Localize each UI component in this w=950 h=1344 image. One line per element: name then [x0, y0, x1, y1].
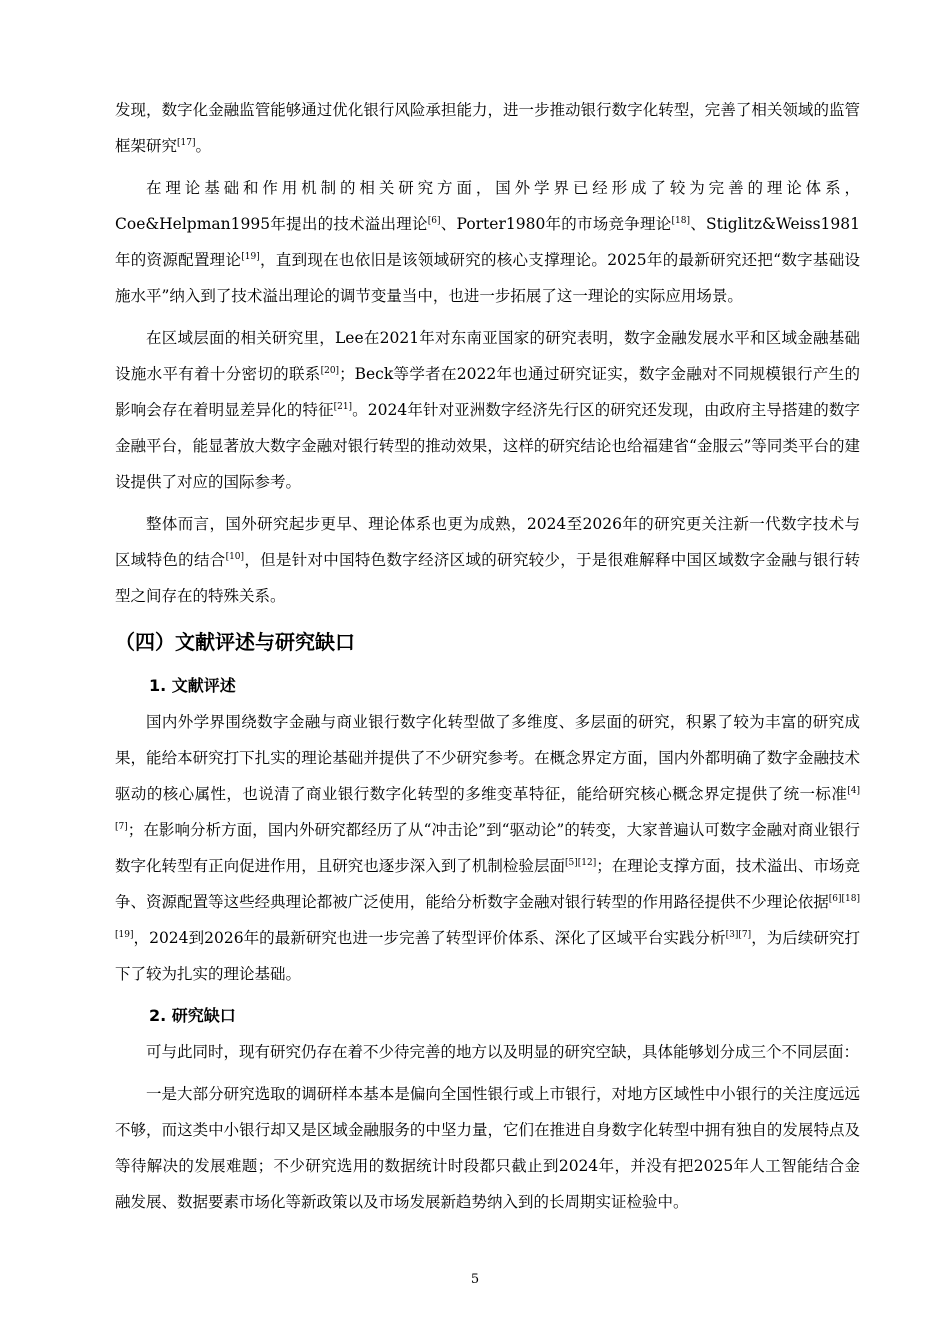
paragraph-text: ，2024到2026年的最新研究也进一步完善了转型评价体系、深化了区域平台实践分析	[133, 929, 726, 947]
paragraph-text: ；在理论支撑方面，技术溢出、市场竞争、资源配置等这些经典理论都被广泛使用，能给分析数字金融对银行转型的作用路径提供不少理论依据	[115, 857, 860, 911]
paragraph-5	[115, 704, 860, 992]
citation: [4][7]	[115, 785, 860, 832]
paragraph-6	[115, 1034, 860, 1070]
subsection-heading: 2. 研究缺口	[149, 1006, 236, 1025]
paragraph-3	[115, 320, 860, 500]
paragraph-text: 可与此同时，现有研究仍存在着不少待完善的地方以及明显的研究空缺，具体能够划分成三个不同层面：	[146, 1043, 860, 1061]
section-heading: （四）文献评述与研究缺口	[115, 630, 355, 654]
paragraph-text: 一是大部分研究选取的调研样本基本是偏向全国性银行或上市银行，对地方区域性中小银行的关注度远远不够，而这类中小银行却又是区域金融服务的中坚力量，它们在推进自身数字化转型中拥有独自的发展特点及等待解决的发展难题；不少研究选用的数据统计时段都只截止到2024年，并没有把2025年人工智能结合金融发展、数据要素市场化等新政策以及市场发展新趋势纳入到的长周期实证检验中。	[115, 1085, 860, 1211]
paragraph-text: 。	[195, 137, 212, 155]
paragraph-text: 在区域层面的相关研究里，Lee在2021年对东南亚国家的研究表明，数字金融发展水平和区域金融基础设施水平有着十分密切的联系	[115, 329, 860, 383]
paragraph-7	[115, 1076, 860, 1220]
paragraph-text: ；在影响分析方面，国内外研究都经历了从“冲击论”到“驱动论”的转变，大家普遍认可数字金融对商业银行数字化转型有正向促进作用，且研究也逐步深入到了机制检验层面	[115, 821, 860, 875]
page-number: 5	[470, 1272, 480, 1287]
citation: [6][18][19]	[115, 893, 860, 940]
citation: [19]	[241, 251, 260, 262]
paragraph-text: 、Porter1980年的市场竞争理论	[440, 215, 672, 233]
page-body	[115, 92, 860, 1226]
paragraph-4	[115, 506, 860, 614]
paragraph-text: 在理论基础和作用机制的相关研究方面，国外学界已经形成了较为完善的理论体系，Coe&Helpman1995年提出的技术溢出理论	[115, 179, 860, 233]
citation: [3][7]	[725, 929, 752, 940]
paragraph-text: 发现，数字化金融监管能够通过优化银行风险承担能力，进一步推动银行数字化转型，完善了相关领域的监管框架研究	[115, 101, 860, 155]
paragraph-text: 。2024年针对亚洲数字经济先行区的研究还发现，由政府主导搭建的数字金融平台，能显著放大数字金融对银行转型的推动效果，这样的研究结论也给福建省“金服云”等同类平台的建设提供了对应的国际参考。	[115, 401, 860, 491]
paragraph-text: ，为后续研究打下了较为扎实的理论基础。	[115, 929, 860, 983]
paragraph-text: 整体而言，国外研究起步更早、理论体系也更为成熟，2024至2026年的研究更关注新一代数字技术与区域特色的结合	[115, 515, 860, 569]
citation: [17]	[177, 137, 196, 148]
paragraph-1	[115, 92, 860, 164]
paragraph-2	[115, 170, 860, 314]
paragraph-text: ；Beck等学者在2022年也通过研究证实，数字金融对不同规模银行产生的影响会存在着明显差异化的特征	[115, 365, 860, 419]
subsection-heading: 1. 文献评述	[149, 676, 236, 695]
citation: [20]	[320, 365, 340, 376]
citation: [18]	[671, 215, 690, 226]
citation: [5][12]	[564, 857, 597, 868]
citation: [6]	[427, 215, 441, 226]
citation: [10]	[225, 551, 245, 562]
paragraph-text: 国内外学界围绕数字金融与商业银行数字化转型做了多维度、多层面的研究，积累了较为丰富的研究成果，能给本研究打下扎实的理论基础并提供了不少研究参考。在概念界定方面，国内外都明确了数字金融技术驱动的核心属性，也说清了商业银行数字化转型的多维变革特征，能给研究核心概念界定提供了统一标准	[115, 713, 860, 803]
citation: [21]	[333, 401, 353, 412]
paragraph-text: 、Stiglitz&Weiss1981年的资源配置理论	[115, 215, 860, 269]
paragraph-text: ，但是针对中国特色数字经济区域的研究较少，于是很难解释中国区域数字金融与银行转型之间存在的特殊关系。	[115, 551, 860, 605]
paragraph-text: ，直到现在也依旧是该领域研究的核心支撑理论。2025年的最新研究还把“数字基础设施水平”纳入到了技术溢出理论的调节变量当中，也进一步拓展了这一理论的实际应用场景。	[115, 251, 860, 305]
